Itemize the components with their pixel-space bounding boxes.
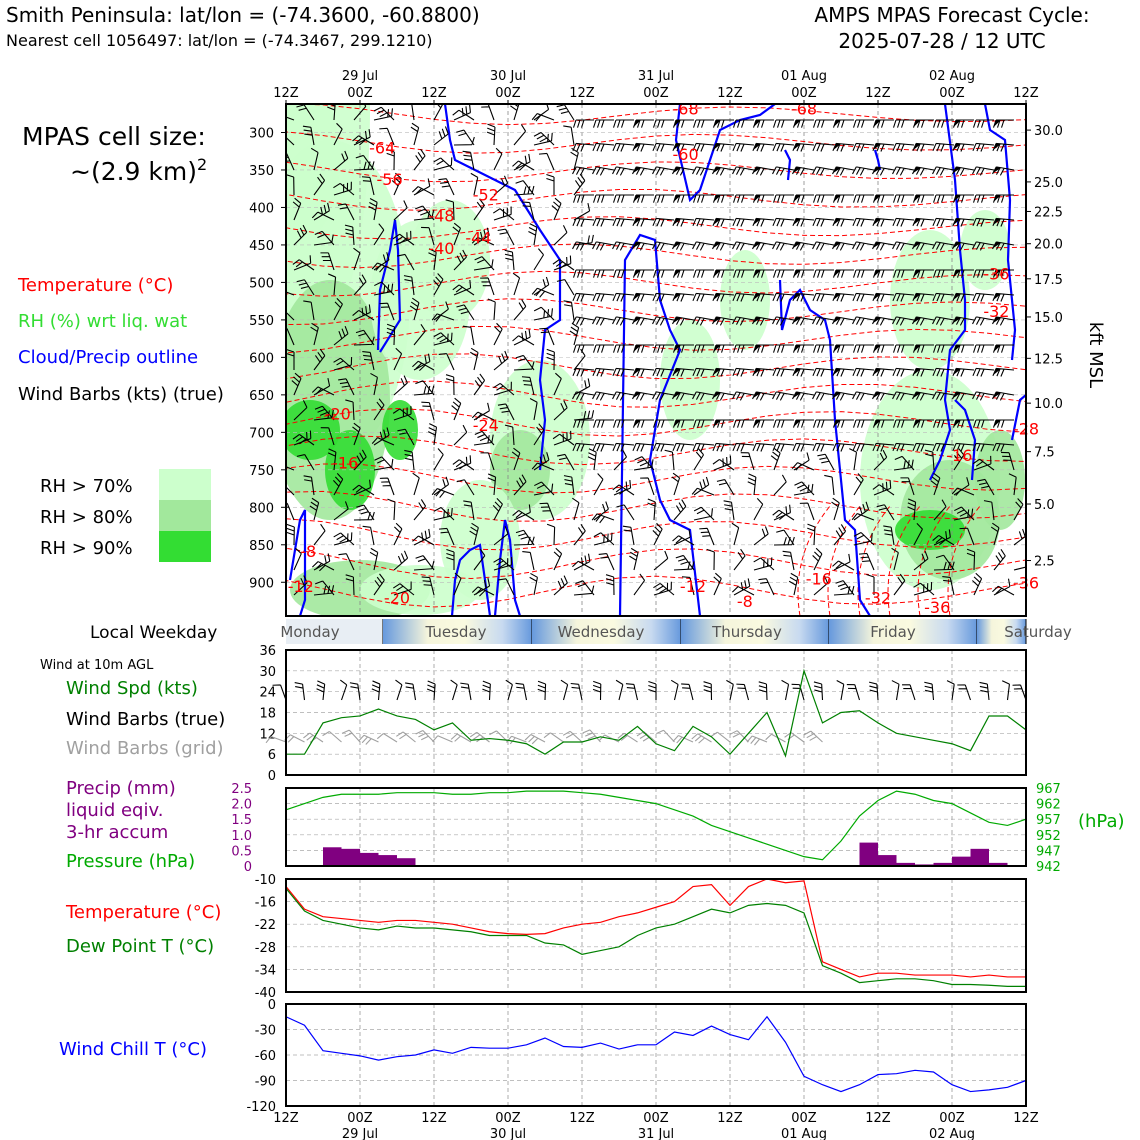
pressure-tick-label: 800 [249, 501, 274, 517]
wind-barb [482, 681, 490, 700]
wind-barb [1013, 685, 1026, 700]
wind-barb [583, 730, 601, 742]
height-tick-label: 22.5 [1034, 205, 1063, 221]
height-axis-label: kft MSL [1085, 321, 1106, 389]
precip-bar [971, 849, 990, 866]
bottom-hour-tick-label: 12Z [865, 1111, 891, 1126]
temperature-contour-label: -36 [1012, 573, 1040, 593]
top-time-axis [273, 69, 1039, 104]
title-right-line2: 2025-07-28 / 12 UTC [838, 29, 1046, 53]
weekday-label: Friday [870, 623, 916, 641]
wind-barb [957, 685, 970, 700]
wind-chill-label: Wind Chill T (°C) [59, 1039, 207, 1060]
temperature-contour-label: -12 [679, 577, 707, 597]
wind-chill-panel [246, 998, 1026, 1115]
height-tick-label: 12.5 [1034, 352, 1063, 368]
rh-shading-region [895, 510, 965, 550]
wind-barb [544, 733, 563, 742]
pressure-tick-label: 947 [1036, 844, 1061, 860]
temperature-contour-label: -16 [332, 453, 359, 473]
wind-barb [736, 684, 748, 700]
top-hour-tick-label: 00Z [643, 86, 669, 101]
precip-bar [342, 849, 361, 866]
pressure-tick-label: 350 [249, 163, 274, 179]
temperature-contour-label: -24 [472, 415, 499, 435]
bottom-date-label: 30 Jul [489, 1127, 527, 1140]
bottom-date-label: 31 Jul [637, 1127, 675, 1140]
legend-wind-barbs: Wind Barbs (kts) (true) [18, 384, 224, 405]
panel-tick-label: 2.0 [231, 797, 252, 813]
panel-tick-label: 1.5 [231, 813, 252, 829]
pressure-tick-label: 957 [1036, 813, 1061, 829]
wind-barb [837, 680, 844, 700]
temperature-contour-label: -8 [300, 541, 317, 561]
pressure-tick-label: 952 [1036, 828, 1061, 844]
panel-tick-label: -120 [246, 1100, 276, 1115]
height-axis [1026, 124, 1063, 569]
panel-tick-label: 36 [259, 644, 276, 659]
pressure-tick-label: 550 [249, 313, 274, 329]
rh-legend-80: RH > 80% [40, 507, 133, 528]
height-tick-label: 15.0 [1034, 310, 1063, 326]
panel-tick-label: -28 [254, 940, 276, 956]
precip-bar [860, 843, 879, 866]
top-date-label: 29 Jul [341, 69, 379, 84]
wind-barb [359, 735, 379, 744]
pressure-tick-label: 967 [1036, 782, 1061, 797]
wind-barb [671, 680, 678, 700]
wind-barb [759, 682, 767, 700]
pressure-tick-label: 450 [249, 238, 274, 254]
weekday-label: Wednesday [557, 623, 645, 641]
panel-tick-label: 0.5 [231, 844, 252, 860]
top-date-label: 02 Aug [928, 69, 976, 84]
height-tick-label: 2.5 [1034, 554, 1055, 570]
panel-tick-label: 0 [267, 998, 276, 1013]
precip-bar [952, 857, 971, 866]
wind-barb [506, 680, 513, 700]
wind-barb [980, 682, 989, 700]
temperature-contour-label: -68 [672, 99, 699, 119]
precip-bar [397, 858, 416, 866]
wind-panel [259, 644, 1026, 784]
pressure-tick-label: 850 [249, 538, 274, 554]
pressure-tick-label: 500 [249, 276, 274, 292]
top-hour-tick-label: 00Z [791, 86, 817, 101]
top-date-label: 30 Jul [489, 69, 527, 84]
panel-tick-label: -30 [254, 1023, 276, 1039]
bottom-date-label: 02 Aug [928, 1127, 976, 1140]
wind-barb [561, 680, 568, 700]
temperature-contour-label: -32 [983, 301, 1010, 321]
panel-tick-label: -22 [254, 918, 276, 934]
wind-barb [285, 735, 305, 742]
pressure-axis [249, 126, 286, 591]
temperature-contour-label: -36 [983, 264, 1010, 284]
cell-size-value: ~(2.9 km)$^2$ [70, 155, 208, 186]
rh-legend-70: RH > 70% [40, 476, 133, 497]
temperature-contour-label: -12 [287, 577, 314, 597]
panel-tick-label: 18 [259, 706, 276, 722]
temperature-contour-label: -20 [383, 588, 411, 608]
precip-bar [323, 847, 342, 866]
bottom-hour-tick-label: 12Z [1013, 1111, 1039, 1126]
temperature-contour-label: -60 [672, 145, 699, 165]
bottom-date-label: 01 Aug [780, 1127, 828, 1140]
wind-barb [593, 681, 601, 700]
pressure-tick-label: 600 [249, 351, 274, 367]
panel-tick-label: 24 [259, 685, 276, 701]
rh-swatch-70 [159, 469, 211, 500]
weekday-label: Monday [280, 623, 340, 641]
wind-barb [785, 733, 804, 742]
rh-shading-region [720, 250, 770, 350]
wind-barb [377, 734, 397, 742]
bottom-hour-tick-label: 00Z [495, 1111, 521, 1126]
height-tick-label: 7.5 [1034, 445, 1055, 461]
wind-barb [869, 682, 878, 700]
wind-barb [726, 680, 733, 700]
wind-barb [303, 733, 323, 742]
wind-barbs-true-label: Wind Barbs (true) [66, 709, 226, 730]
panel-tick-label: 30 [259, 664, 276, 680]
wind-barb [295, 683, 305, 700]
temperature-contour-label: -68 [790, 99, 818, 119]
top-date-label: 31 Jul [637, 69, 675, 84]
title-right-line1: AMPS MPAS Forecast Cycle: [814, 3, 1090, 27]
weekday-label: Thursday [712, 623, 782, 641]
bottom-hour-tick-label: 00Z [791, 1111, 817, 1126]
height-tick-label: 5.0 [1034, 498, 1055, 514]
wind-barb [563, 731, 582, 742]
top-hour-tick-label: 12Z [865, 86, 891, 101]
wind-barb [372, 681, 380, 700]
weekday-band [280, 619, 1072, 644]
wind-barb [416, 730, 434, 742]
wind-barb [924, 682, 933, 700]
panel-tick-label: 0 [243, 860, 252, 875]
rh-swatch-80 [159, 500, 211, 531]
temperature-contour-label: -32 [864, 588, 892, 608]
temperature-contour-label: -28 [1012, 419, 1040, 439]
top-date-label: 01 Aug [780, 69, 828, 84]
wind-barbs-grid-label: Wind Barbs (grid) [66, 738, 224, 759]
precip-label-1: Precip (mm) [66, 778, 176, 799]
wind-barb [648, 682, 656, 700]
top-hour-tick-label: 12Z [421, 86, 447, 101]
precip-bar [360, 853, 379, 866]
wind-barb [782, 680, 789, 700]
legend-rh: RH (%) wrt liq. wat [18, 311, 188, 332]
pressure-tick-label: 650 [249, 388, 274, 404]
top-hour-tick-label: 12Z [569, 86, 595, 101]
weekday-label: Saturday [1004, 623, 1072, 641]
temperature-contour-label: -16 [946, 445, 973, 465]
precip-label-3: 3-hr accum [66, 822, 169, 843]
wind-barb [433, 736, 453, 742]
height-tick-label: 10.0 [1034, 397, 1063, 413]
pressure-label: Pressure (hPa) [66, 851, 196, 872]
wind-barb [525, 734, 545, 743]
wind-barb [892, 681, 899, 700]
temperature-contour-label: -48 [428, 206, 455, 226]
pressure-tick-label: 962 [1036, 797, 1061, 813]
wind-barb [451, 680, 458, 700]
pressure-tick-label: 400 [249, 201, 274, 217]
temperature-contour-label: -52 [472, 185, 499, 205]
panel-tick-label: 2.5 [231, 782, 252, 797]
bottom-hour-tick-label: 00Z [643, 1111, 669, 1126]
temperature-contour-label: -36 [924, 598, 951, 618]
bottom-hour-tick-label: 00Z [939, 1111, 965, 1126]
temperature-contour-label: -16 [805, 569, 832, 589]
top-hour-tick-label: 12Z [717, 86, 743, 101]
bottom-hour-tick-label: 12Z [421, 1111, 447, 1126]
temperature-contour-label: -56 [376, 169, 403, 189]
wind-speed-label: Wind Spd (kts) [66, 678, 198, 699]
temperature-label: Temperature (°C) [66, 902, 222, 923]
weekday-row-label: Local Weekday [90, 623, 218, 643]
top-hour-tick-label: 00Z [347, 86, 373, 101]
panel-tick-label: -34 [254, 963, 276, 979]
pressure-tick-label: 700 [249, 426, 274, 442]
weekday-label: Tuesday [425, 623, 487, 641]
bottom-hour-tick-label: 12Z [717, 1111, 743, 1126]
panel-tick-label: -10 [254, 873, 276, 888]
height-tick-label: 20.0 [1034, 237, 1063, 253]
panel-tick-label: 1.0 [231, 828, 252, 844]
wind-barb [317, 681, 325, 700]
pressure-tick-label: 942 [1036, 860, 1061, 875]
temperature-panel [255, 873, 1026, 1001]
wind-barb [427, 681, 435, 700]
bottom-date-label: 29 Jul [341, 1127, 379, 1140]
pressure-tick-label: 300 [249, 126, 274, 142]
panel-tick-label: 0 [267, 769, 276, 784]
bottom-hour-tick-label: 12Z [569, 1111, 595, 1126]
cell-size-label: MPAS cell size: [22, 122, 206, 151]
wind-barb [538, 681, 546, 700]
wind-barb [618, 733, 638, 742]
temperature-contour-label: -44 [465, 228, 492, 248]
wind-barb [616, 680, 623, 700]
rh-swatch-90 [159, 531, 211, 562]
temperature-contour-label: -64 [369, 138, 396, 158]
height-tick-label: 30.0 [1034, 124, 1063, 140]
top-hour-tick-label: 00Z [939, 86, 965, 101]
wind-barb [947, 681, 954, 700]
title-left: Smith Peninsula: lat/lon = (-74.3600, -60.8800) [6, 3, 480, 27]
precip-pressure-panel [231, 782, 1061, 875]
precip-label-2: liquid eqiv. [66, 800, 164, 821]
wind-barb [395, 680, 401, 700]
pressure-tick-label: 900 [249, 576, 274, 592]
top-hour-tick-label: 00Z [495, 86, 521, 101]
temperature-contour-label: -8 [736, 592, 753, 612]
subtitle-left: Nearest cell 1056497: lat/lon = (-74.3467, 299.1210) [6, 31, 433, 50]
precip-bar [878, 855, 897, 866]
wind-barb [814, 682, 823, 700]
panel-tick-label: -16 [254, 895, 276, 911]
legend-cloud-outline: Cloud/Precip outline [18, 347, 199, 368]
wind-barb [847, 685, 860, 700]
wind-barb [766, 734, 786, 742]
wind-barb [342, 730, 360, 742]
temperature-contour-label: -40 [428, 238, 455, 258]
top-hour-tick-label: 12Z [1013, 86, 1039, 101]
wind-barb [704, 682, 712, 700]
wind-panel-header: Wind at 10m AGL [40, 658, 154, 673]
pressure-tick-label: 750 [249, 463, 274, 479]
temperature-contour-label: -20 [324, 404, 351, 424]
panel-tick-label: -60 [254, 1049, 276, 1064]
dewpoint-label: Dew Point T (°C) [66, 936, 215, 957]
rh-legend-90: RH > 90% [40, 538, 133, 559]
wind-barb [747, 736, 767, 745]
height-tick-label: 17.5 [1034, 272, 1063, 288]
panel-tick-label: 12 [259, 727, 276, 743]
panel-tick-label: 6 [267, 748, 276, 764]
top-hour-tick-label: 12Z [273, 86, 299, 101]
bottom-time-axis [273, 1111, 1039, 1140]
pressure-unit-label: (hPa) [1078, 811, 1125, 832]
panel-tick-label: -40 [254, 986, 276, 1001]
bottom-hour-tick-label: 12Z [273, 1111, 299, 1126]
wind-barb [902, 685, 915, 700]
bottom-hour-tick-label: 00Z [347, 1111, 373, 1126]
panel-tick-label: -90 [254, 1074, 276, 1090]
wind-barb [656, 730, 674, 742]
wind-barb [1002, 681, 1009, 700]
legend-temperature: Temperature (°C) [18, 275, 174, 296]
wind-barb [804, 731, 823, 742]
wind-barb [340, 680, 346, 700]
height-tick-label: 25.0 [1034, 175, 1063, 191]
precip-bar [379, 855, 398, 866]
